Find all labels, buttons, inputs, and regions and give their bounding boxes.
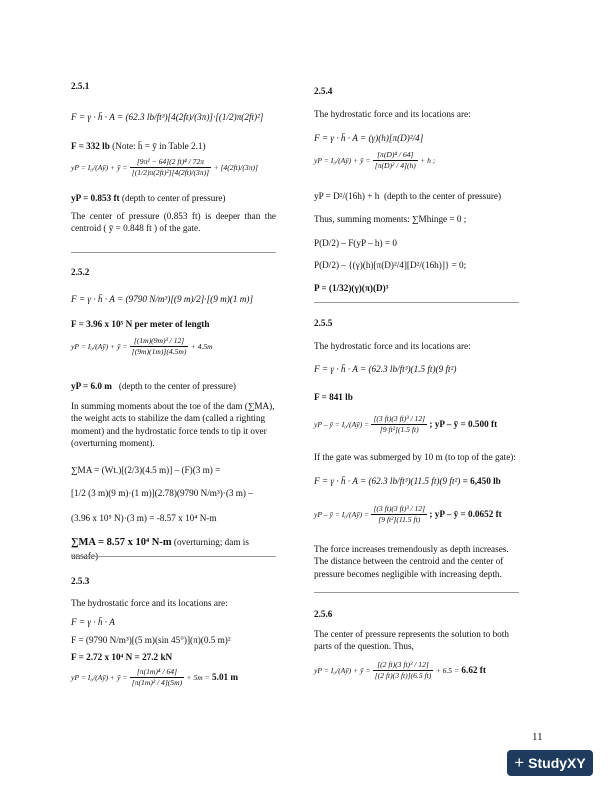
yp-lhs: yP = I₀/(Aȳ) + ȳ = [314,665,371,675]
force-equation: F = γ · h̄ · A = (9790 N/m³)[(9 m)/2]·[(9 m)(1 m)] [71,294,254,304]
yp-denominator: [π(D)² / 4](h) [374,161,416,171]
force-note: (Note: h̄ = ȳ in Table 2.1) [112,141,206,151]
yp-note: (depth to center of pressure) [121,193,226,203]
section-heading-2-5-3: 2.5.3 [71,576,90,586]
intro-text: The hydrostatic force and its locations are: [71,598,228,608]
offset-denominator: [9 ft²](1.5 ft) [379,425,419,435]
offset-numerator: [(3 ft)(3 ft)³ / 12] [371,414,427,425]
yp-simplified-line [314,190,519,202]
moment-line-1: P(D/2) – F(yP – h) = 0 [314,238,397,248]
yp-tail: + 4.5m [190,341,213,351]
yp-numerator: [π(D)⁴ / 64] [373,150,418,161]
yp-denominator: [(9m)(1m)](4.5m) [131,347,187,357]
center-of-pressure-equation [314,150,519,172]
force-equation: F = γ · h̄ · A = (62.3 lb/ft³)[4(2ft)/(3π)]·[(1/2)π(2ft)²] [71,112,264,122]
yp-tail: + [4(2ft)/(3π)] [213,162,259,172]
section-divider [314,592,519,593]
yp-fraction [130,667,184,689]
intro-text: The hydrostatic force and its locations are: [314,341,471,351]
force-equation: F = γ · h̄ · A = (62.3 lb/ft³)(1.5 ft)(9 ft²) [314,364,457,374]
yp-tail: + 5m = [186,672,210,682]
section-heading-2-5-4: 2.5.4 [314,86,333,96]
yp-numerator: [(1m)(9m)³ / 12] [130,336,189,347]
center-of-pressure-equation [314,660,519,682]
offset-denominator: [9 ft²](11.5 ft) [378,515,421,525]
brand-name: StudyXY [528,755,586,771]
yp-result-line [71,192,276,204]
page-number: 11 [532,731,543,743]
offset-result: ; yP – ȳ = 0.0652 ft [429,508,502,519]
brand-badge[interactable] [507,750,593,776]
force-result: F = 841 lb [314,392,353,402]
yp-fraction [130,157,211,179]
yp-fraction [373,660,434,682]
pressure-offset-equation-2 [314,504,519,526]
yp-tail: + 6.5 = [435,665,460,675]
offset-fraction [371,504,427,526]
force-substitution: F = (9790 N/m³)[(5 m)(sin 45°)](π)(0.5 m)² [71,635,231,645]
paragraph: In summing moments about the toe of the dam (∑MA), the weight acts to stabilize the dam (called a righting moment) and the hydrostatic force tends to tip it over (overturning moment). [71,401,275,449]
submerged-text: If the gate was submerged by 10 m (to top of the gate): [314,452,516,462]
section-heading-2-5-6: 2.5.6 [314,609,333,619]
section-divider [71,252,276,253]
paragraph: The center of pressure represents the solution to both parts of the question. Thus, [314,629,509,652]
moment-line-2: [1/2 (3 m)(9 m)·(1 m)](2.78)(9790 N/m³)·(3 m) – [71,488,253,498]
moment-result: ∑MA = 8.57 x 10⁴ N-m [71,537,172,548]
center-of-pressure-equation [71,667,276,689]
force-result-line [71,140,276,152]
center-of-pressure-equation [71,157,276,179]
section-divider [71,556,276,557]
yp-fraction [130,336,189,358]
plus-icon: + [514,753,525,772]
yp-numerator: [9π² − 64](2 ft)⁴ / 72π [130,157,211,168]
yp-result: yP = 0.853 ft [71,193,120,203]
paragraph: The center of pressure (0.853 ft) is deeper than the centroid ( ȳ = 0.848 ft ) of the gate. [71,211,276,234]
offset-numerator: [(3 ft)(3 ft)³ / 12] [371,504,427,515]
yp-numerator: [(2 ft)(3 ft)³ / 12] [373,660,434,671]
moment-line-2: P(D/2) – {(γ)(h)[π(D)²/4][D²/(16h)]} = 0; [314,260,467,270]
moment-line-1: ∑MA = (Wt.)[(2/3)(4.5 m)] – (F)(3 m) = [71,465,221,475]
yp-lhs: yP = I₀/(Aȳ) + ȳ = [71,341,128,351]
yp-denominator: [(2 ft)(3 ft)](6.5 ft) [374,671,432,681]
yp-result: yP = 6.0 m [71,381,112,391]
section-heading-2-5-5: 2.5.5 [314,318,333,328]
yp-result-line [71,380,276,392]
section-heading-2-5-2: 2.5.2 [71,267,90,277]
yp-result: 6.62 ft [461,664,486,675]
moment-result-line [71,536,276,563]
yp-tail: + h ; [420,155,436,165]
yp-note: (depth to the center of pressure) [383,191,502,201]
offset-lhs: yP – ȳ = I₀/(Aȳ) = [314,419,370,429]
moment-line-3: (3.96 x 10⁵ N)·(3 m) = -8.57 x 10⁴ N-m [71,513,217,523]
offset-result: ; yP – ȳ = 0.500 ft [429,418,498,429]
moment-note: (overturning; dam is unsafe) [71,537,249,562]
yp-lhs: yP = I₀/(Aȳ) + ȳ = [71,672,128,682]
section-heading-2-5-1: 2.5.1 [71,81,90,91]
force-result: F = 3.96 x 10⁵ N per meter of length [71,319,210,329]
moments-intro: Thus, summing moments: ∑Mhinge = 0 ; [314,214,467,224]
pressure-offset-equation [314,414,519,436]
force-result: F = 332 lb [71,141,110,151]
force-equation: F = γ · h̄ · A [71,617,115,627]
force-result-2: = 6,450 lb [462,476,501,486]
force-equation-2: F = γ · h̄ · A = (62.3 lb/ft³)(11.5 ft)(9 ft²) [314,476,461,486]
yp-numerator: [π(1m)⁴ / 64] [130,667,184,678]
paragraph: The force increases tremendously as depth increases. The distance between the centroid and the center of pressure becomes negligible with increasing depth. [314,544,509,579]
section-divider [314,302,519,303]
offset-lhs: yP – ȳ = I₀/(Aȳ) = [314,509,370,519]
yp-denominator: [(1/2)π(2ft)²][4(2ft)/(3π)] [131,168,210,178]
yp-simplified: yP = D²/(16h) + h [314,191,380,201]
intro-text: The hydrostatic force and its locations are: [314,109,471,119]
yp-lhs: yP = I₀/(Aȳ) + ȳ = [314,155,371,165]
yp-note: (depth to the center of pressure) [118,381,236,391]
force-equation-submerged [314,475,519,487]
yp-lhs: yP = I₀/(Aȳ) + ȳ = [71,162,128,172]
force-result: F = 2.72 x 10⁴ N = 27.2 kN [71,652,173,662]
force-equation: F = γ · h̄ · A = (γ)(h)[π(D)²/4] [314,133,424,143]
offset-fraction [371,414,427,436]
yp-result: 5.01 m [212,671,239,682]
yp-denominator: [π(1m)² / 4](5m) [131,678,183,688]
center-of-pressure-equation [71,336,276,358]
p-result: P = (1/32)(γ)(π)(D)³ [314,283,389,293]
yp-fraction [373,150,418,172]
